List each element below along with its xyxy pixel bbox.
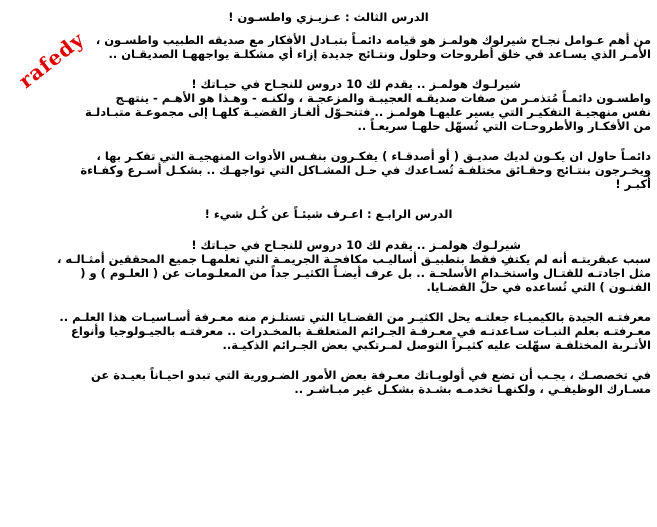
- lesson-4-paragraph-2: [6, 310, 651, 352]
- watermark-logo: rafedy: [14, 26, 90, 93]
- lesson-3-paragraph-1: [6, 33, 651, 61]
- lesson-4-subheading: شيرلـوك هولمـز .. يقدم لك 10 دروس للنجـاح في حيـاتك !: [191, 238, 521, 252]
- text-line: معرفتـه الجيدة بالكيميـاء جعلتـه يحل الكثيـر من القضـايا التي تستلـزم منه معـرفة أسـاسيـات هذا العلـم ..: [59, 310, 651, 324]
- lesson-4-paragraph-1: [6, 252, 651, 294]
- lesson-3-paragraph-2: [6, 91, 651, 133]
- text-line: مسـارك الوظيفـي ، ولكنهـا تخدمـه بشـدة بشكـل غير مبـاشـر ..: [294, 382, 651, 396]
- text-line: نفس منهجيـة التفكيـر التي يسير عليهـا هولمـز .. فتتحـوّل ألغـاز القضيـة كلهـا إلى مجموعـة متبـادلـة: [85, 105, 651, 119]
- text-line: أكبـر !: [615, 177, 651, 191]
- text-line: ويخـرجون بنتـائج وحقـائق مختلفـة تُسـاعدك في حـل المشـاكل التي تواجهـك .. بشكـل أسـرع وكفـاءة: [80, 163, 651, 177]
- lesson-4-paragraph-3: [6, 368, 651, 396]
- text-line: سبب عبقريتـه أنه لم يكتفِ فقط بتطبيـق أساليـب مكافحـة الجريمـة التي تعلمهـا جميع المحققين أمثـالـه ،: [57, 252, 651, 266]
- text-line: الأتـربة المختلفـة سهّلت عليه كثيـراً التوصل لمـرتكبي بعض الجـرائم الذكيـة..: [222, 338, 651, 352]
- article-body: [6, 10, 651, 404]
- lesson-3-title: الدرس الثالث : عـزيـزي واطسـون !: [228, 10, 429, 24]
- text-line: في تخصصـك ، يجـب أن تضع في أولويـاتك معـرفة بعض الأمور الضـرورية التي تبدو احيـاناً بعيـدة عن: [90, 368, 651, 382]
- text-line: من الأفكـار والأطروحـات التي تُسهّل حلهـا سريعـاً ..: [357, 119, 651, 133]
- text-line: الأمـر الذي يسـاعد في خلق أطروحات وحلول ونتـائج جديدة إزاء أي مشكلـة يواجههـا الصديقـان ..: [108, 47, 651, 61]
- lesson-3-subheading: شيرلـوك هولمـز .. يقدم لك 10 دروس للنجـاح في حيـاتك !: [191, 77, 521, 91]
- text-line: الفنـون ) التي تُساعده في حلّ القضـايا.: [426, 280, 651, 294]
- lesson-3-paragraph-3: [6, 149, 651, 191]
- text-line: واطسـون دائمـاً مُتذمـر من صفات صديقـه العجيبـة والمزعجـة ، ولكنـه - وهـذا هو الأهـم - ينتهـج: [115, 91, 651, 105]
- lesson-4-title: الدرس الرابـع : اعـرف شيئـاً عن كُـل شيء !: [204, 207, 453, 221]
- text-line: من أهم عـوامل نجـاح شيرلوك هولمـز هو قيامه دائمـاً بتبـادل الأفكار مع صديقه الطبيب واطسـون ،: [95, 33, 651, 47]
- text-line: معـرفتـه بعلم النبـات سـاعدتـه في معـرفـة الجـرائم المتعلقـة بالمخـدرات .. معرفتـه بالجيـولوجيا وأنواع: [71, 324, 651, 338]
- text-line: دائمـاً حاول ان يكـون لديك صديـق ( أو أصدقـاء ) يفكـرون بنفـس الأدوات المنهجيـة التي تفكـر بها ،: [96, 149, 651, 163]
- text-line: مثل اجادتـه للقتـال واستخـدام الأسلحـة .. بل عرف أيضـاً الكثيـر جداً من المعلـومات عن ( العلـوم ) و (: [80, 266, 651, 280]
